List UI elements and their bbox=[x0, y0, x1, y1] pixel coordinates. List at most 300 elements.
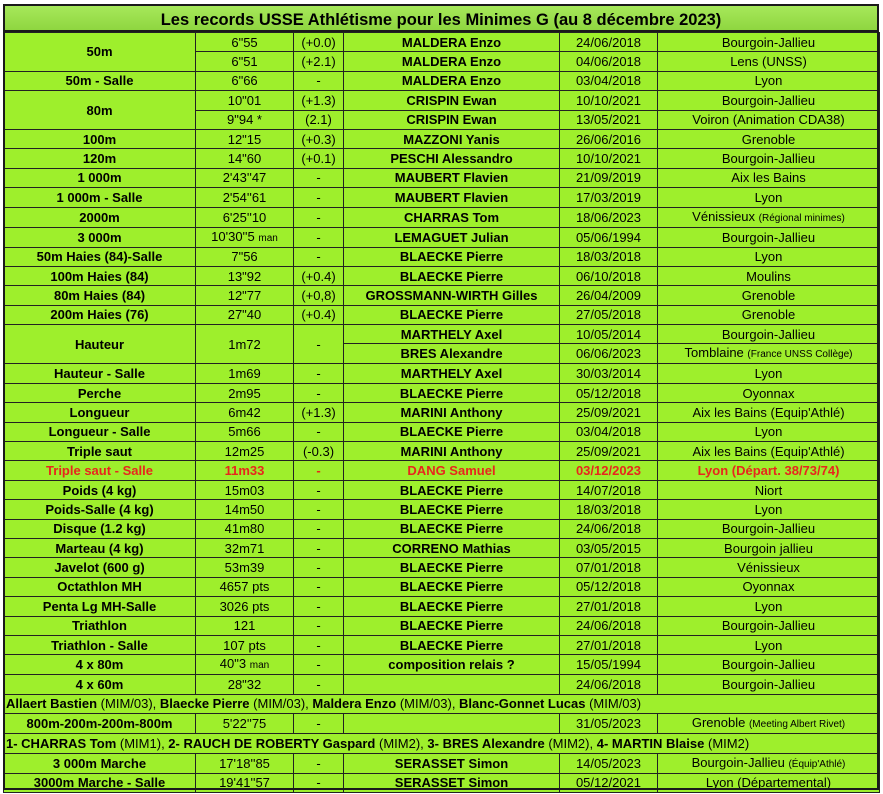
place-value: Bourgoin-Jallieu bbox=[721, 618, 816, 634]
wind-cell: (+1.3) bbox=[294, 91, 344, 110]
table-row bbox=[4, 500, 880, 519]
date-cell: 27/05/2018 bbox=[560, 305, 658, 324]
athlete-cell bbox=[344, 714, 560, 734]
place-value: Lyon bbox=[754, 424, 783, 440]
date-cell: 03/05/2015 bbox=[560, 538, 658, 557]
wind-cell: - bbox=[294, 753, 344, 773]
athlete-cell: MAZZONI Yanis bbox=[344, 129, 560, 148]
date-cell: 24/06/2018 bbox=[560, 616, 658, 635]
date-cell: 05/12/2018 bbox=[560, 383, 658, 402]
event-cell: Marteau (4 kg) bbox=[4, 538, 196, 557]
table-row bbox=[4, 266, 880, 285]
wind-cell: - bbox=[294, 558, 344, 577]
performance-cell bbox=[196, 773, 294, 792]
event-cell: Disque (1.2 kg) bbox=[4, 519, 196, 538]
table-row bbox=[4, 383, 880, 402]
sheet-title: Les records USSE Athlétisme pour les Minimes G (au 8 décembre 2023) bbox=[3, 4, 879, 32]
athlete-cell: MAUBERT Flavien bbox=[344, 168, 560, 187]
date-cell: 07/01/2018 bbox=[560, 558, 658, 577]
relay-composition-row bbox=[4, 694, 880, 713]
wind-cell: - bbox=[294, 714, 344, 734]
date-cell: 24/06/2018 bbox=[560, 33, 658, 52]
relay-member-category: (MIM/03) bbox=[253, 696, 306, 712]
place-value: Oyonnax bbox=[742, 579, 795, 595]
wind-cell: - bbox=[294, 168, 344, 187]
performance-cell bbox=[196, 149, 294, 168]
event-cell: Javelot (600 g) bbox=[4, 558, 196, 577]
athlete-cell: BLAECKE Pierre bbox=[344, 383, 560, 402]
table-row bbox=[4, 714, 880, 734]
athlete-cell: LEMAGUET Julian bbox=[344, 227, 560, 247]
date-cell: 25/09/2021 bbox=[560, 403, 658, 422]
performance-value: 15m03 bbox=[224, 482, 265, 498]
performance-value: 5'22''75 bbox=[222, 716, 267, 732]
place-cell bbox=[658, 442, 880, 461]
date-cell: 03/12/2023 bbox=[560, 461, 658, 480]
performance-cell bbox=[196, 266, 294, 285]
date-cell: 10/05/2014 bbox=[560, 325, 658, 344]
table-row bbox=[4, 461, 880, 480]
performance-value: 6"51 bbox=[231, 54, 258, 70]
wind-cell: - bbox=[294, 675, 344, 694]
relay-member-name: Blaecke Pierre bbox=[159, 696, 250, 712]
date-cell: 04/06/2018 bbox=[560, 52, 658, 71]
place-value: Bourgoin-Jallieu bbox=[721, 151, 816, 167]
performance-cell bbox=[196, 538, 294, 557]
event-cell: 1 000m bbox=[4, 168, 196, 187]
wind-cell: - bbox=[294, 247, 344, 266]
date-cell: 18/06/2023 bbox=[560, 207, 658, 227]
performance-value: 14"60 bbox=[227, 151, 262, 167]
place-value: Grenoble bbox=[691, 715, 746, 731]
table-row bbox=[4, 33, 880, 52]
table-row bbox=[4, 207, 880, 227]
wind-cell: (+0.4) bbox=[294, 266, 344, 285]
event-cell: Hauteur - Salle bbox=[4, 364, 196, 383]
performance-cell bbox=[196, 500, 294, 519]
event-cell: 50m - Salle bbox=[4, 71, 196, 90]
athlete-cell bbox=[344, 675, 560, 694]
event-cell: Longueur bbox=[4, 403, 196, 422]
date-cell: 13/05/2021 bbox=[560, 110, 658, 129]
place-value: Bourgoin-Jallieu bbox=[691, 754, 785, 770]
performance-cell bbox=[196, 325, 294, 364]
relay-member-category: (MIM2) bbox=[379, 735, 421, 751]
place-value: Lyon bbox=[754, 73, 783, 89]
performance-cell bbox=[196, 91, 294, 110]
table-row bbox=[4, 422, 880, 441]
performance-cell bbox=[196, 247, 294, 266]
place-value: Lyon (Départ. 38/73/74) bbox=[697, 463, 840, 479]
place-value: Oyonnax bbox=[742, 385, 795, 401]
wind-cell: - bbox=[294, 71, 344, 90]
wind-cell: (-0.3) bbox=[294, 442, 344, 461]
relay-composition-cell: 1- CHARRAS Tom (MIM1), 2- RAUCH DE ROBERTY Gaspard (MIM2), 3- BRES Alexandre (MIM2), 4- MARTIN Blaise (MIM2) bbox=[4, 734, 880, 753]
event-cell: 3 000m bbox=[4, 227, 196, 247]
wind-cell: - bbox=[294, 635, 344, 654]
performance-value: 1m72 bbox=[228, 336, 261, 352]
performance-cell bbox=[196, 616, 294, 635]
event-cell: Poids (4 kg) bbox=[4, 480, 196, 499]
place-cell bbox=[658, 207, 880, 227]
wind-cell: - bbox=[294, 325, 344, 364]
place-cell bbox=[658, 422, 880, 441]
performance-cell bbox=[196, 364, 294, 383]
athlete-cell: MALDERA Enzo bbox=[344, 71, 560, 90]
event-cell: Triathlon - Salle bbox=[4, 635, 196, 654]
event-cell: 100m bbox=[4, 129, 196, 148]
wind-cell: (+0.3) bbox=[294, 129, 344, 148]
place-value: Lyon bbox=[754, 598, 783, 614]
date-cell: 17/03/2019 bbox=[560, 188, 658, 207]
performance-cell bbox=[196, 305, 294, 324]
athlete-cell: BLAECKE Pierre bbox=[344, 247, 560, 266]
place-cell bbox=[658, 461, 880, 480]
wind-cell: - bbox=[294, 207, 344, 227]
relay-member-name: 3- BRES Alexandre bbox=[427, 735, 545, 751]
place-value: Lyon bbox=[754, 637, 783, 653]
relay-member-name: 1- CHARRAS Tom bbox=[6, 735, 117, 751]
place-cell bbox=[658, 655, 880, 675]
wind-cell: (2.1) bbox=[294, 110, 344, 129]
athlete-cell: MARINI Anthony bbox=[344, 442, 560, 461]
table-row bbox=[4, 129, 880, 148]
place-note: (Équip'Athlé) bbox=[788, 758, 846, 770]
table-row bbox=[4, 480, 880, 499]
relay-member-category: (MIM/03) bbox=[399, 696, 452, 712]
wind-cell: (+0.4) bbox=[294, 305, 344, 324]
place-value: Lyon bbox=[754, 366, 783, 382]
performance-cell bbox=[196, 675, 294, 694]
wind-cell: - bbox=[294, 538, 344, 557]
place-cell bbox=[658, 597, 880, 616]
performance-cell bbox=[196, 461, 294, 480]
performance-value: 9"94 * bbox=[227, 112, 262, 128]
table-row bbox=[4, 675, 880, 694]
records-sheet bbox=[3, 4, 879, 793]
table-row bbox=[4, 325, 880, 344]
performance-value: 13"92 bbox=[227, 268, 262, 284]
wind-cell: - bbox=[294, 616, 344, 635]
place-cell bbox=[658, 110, 880, 129]
wind-cell: - bbox=[294, 480, 344, 499]
date-cell: 15/05/1994 bbox=[560, 655, 658, 675]
wind-cell: (+1.3) bbox=[294, 403, 344, 422]
performance-cell bbox=[196, 110, 294, 129]
place-value: Bourgoin-Jallieu bbox=[721, 521, 816, 537]
place-cell bbox=[658, 71, 880, 90]
place-cell bbox=[658, 773, 880, 792]
athlete-cell: CRISPIN Ewan bbox=[344, 91, 560, 110]
event-cell: 1 000m - Salle bbox=[4, 188, 196, 207]
performance-value: 4657 pts bbox=[219, 579, 270, 595]
place-value: Niort bbox=[754, 482, 783, 498]
performance-cell bbox=[196, 227, 294, 247]
performance-cell bbox=[196, 442, 294, 461]
wind-cell: (+0,8) bbox=[294, 286, 344, 305]
performance-value: 10"01 bbox=[227, 92, 262, 108]
athlete-cell: MARINI Anthony bbox=[344, 403, 560, 422]
wind-cell: (+0.1) bbox=[294, 149, 344, 168]
performance-value: 107 pts bbox=[223, 637, 266, 653]
performance-value: 14m50 bbox=[224, 501, 265, 517]
place-cell bbox=[658, 753, 880, 773]
performance-value: 19'41''57 bbox=[219, 775, 270, 791]
performance-value: 2'43''47 bbox=[222, 170, 267, 186]
performance-value: 10'30''5 bbox=[211, 228, 255, 244]
relay-composition-cell: Allaert Bastien (MIM/03), Blaecke Pierre (MIM/03), Maldera Enzo (MIM/03), Blanc-Gonnet Lucas (MIM/03) bbox=[4, 694, 880, 713]
table-row bbox=[4, 305, 880, 324]
performance-value: 2m95 bbox=[228, 385, 261, 401]
date-cell: 05/12/2018 bbox=[560, 577, 658, 596]
athlete-cell: MAUBERT Flavien bbox=[344, 188, 560, 207]
athlete-cell: BLAECKE Pierre bbox=[344, 500, 560, 519]
performance-cell bbox=[196, 558, 294, 577]
performance-cell bbox=[196, 519, 294, 538]
wind-cell: - bbox=[294, 227, 344, 247]
date-cell: 06/10/2018 bbox=[560, 266, 658, 285]
date-cell: 25/09/2021 bbox=[560, 442, 658, 461]
place-value: Grenoble bbox=[741, 131, 796, 147]
place-cell bbox=[658, 480, 880, 499]
wind-cell: - bbox=[294, 500, 344, 519]
relay-member-name: Allaert Bastien bbox=[6, 696, 98, 712]
event-cell: 50m Haies (84)-Salle bbox=[4, 247, 196, 266]
event-cell: 4 x 80m bbox=[4, 655, 196, 675]
date-cell: 24/06/2018 bbox=[560, 675, 658, 694]
table-row bbox=[4, 71, 880, 90]
place-value: Aix les Bains (Equip'Athlé) bbox=[692, 404, 845, 420]
event-cell: 200m Haies (76) bbox=[4, 305, 196, 324]
athlete-cell: SERASSET Simon bbox=[344, 773, 560, 792]
performance-cell bbox=[196, 422, 294, 441]
place-cell bbox=[658, 714, 880, 734]
place-value: Grenoble bbox=[741, 307, 796, 323]
place-value: Bourgoin-Jallieu bbox=[721, 657, 816, 673]
place-value: Tomblaine bbox=[684, 345, 744, 361]
table-row bbox=[4, 655, 880, 675]
performance-cell bbox=[196, 753, 294, 773]
athlete-cell: MARTHELY Axel bbox=[344, 364, 560, 383]
relay-member-category: (MIM2) bbox=[707, 735, 750, 751]
performance-cell bbox=[196, 129, 294, 148]
table-row bbox=[4, 442, 880, 461]
date-cell: 27/01/2018 bbox=[560, 635, 658, 654]
place-cell bbox=[658, 635, 880, 654]
performance-value: 32m71 bbox=[224, 540, 265, 556]
athlete-cell: MALDERA Enzo bbox=[344, 52, 560, 71]
wind-cell: - bbox=[294, 364, 344, 383]
place-cell bbox=[658, 577, 880, 596]
event-cell: Hauteur bbox=[4, 325, 196, 364]
date-cell: 31/05/2023 bbox=[560, 714, 658, 734]
place-cell bbox=[658, 33, 880, 52]
date-cell: 27/01/2018 bbox=[560, 597, 658, 616]
performance-cell bbox=[196, 480, 294, 499]
table-row bbox=[4, 149, 880, 168]
performance-cell bbox=[196, 714, 294, 734]
date-cell: 06/06/2023 bbox=[560, 344, 658, 364]
performance-cell bbox=[196, 655, 294, 675]
wind-cell: - bbox=[294, 461, 344, 480]
table-row bbox=[4, 616, 880, 635]
place-cell bbox=[658, 129, 880, 148]
performance-value: 3026 pts bbox=[219, 598, 270, 614]
performance-value: 12"15 bbox=[227, 131, 262, 147]
performance-value: 53m39 bbox=[224, 560, 265, 576]
wind-cell: (+2.1) bbox=[294, 52, 344, 71]
event-cell: 3000m Marche - Salle bbox=[4, 773, 196, 792]
place-cell bbox=[658, 383, 880, 402]
place-cell bbox=[658, 616, 880, 635]
wind-cell: - bbox=[294, 597, 344, 616]
table-row bbox=[4, 753, 880, 773]
performance-cell bbox=[196, 168, 294, 187]
performance-value: 6"55 bbox=[231, 34, 258, 50]
table-row bbox=[4, 519, 880, 538]
place-value: Lyon bbox=[754, 501, 783, 517]
wind-cell: (+0.0) bbox=[294, 33, 344, 52]
athlete-cell: BLAECKE Pierre bbox=[344, 577, 560, 596]
wind-cell: - bbox=[294, 422, 344, 441]
date-cell: 03/04/2018 bbox=[560, 71, 658, 90]
table-row bbox=[4, 364, 880, 383]
event-cell: Triathlon bbox=[4, 616, 196, 635]
athlete-cell: composition relais ? bbox=[344, 655, 560, 675]
performance-cell bbox=[196, 383, 294, 402]
wind-cell: - bbox=[294, 519, 344, 538]
performance-value: 5m66 bbox=[228, 424, 261, 440]
athlete-cell: BLAECKE Pierre bbox=[344, 616, 560, 635]
relay-member-name: Maldera Enzo bbox=[312, 696, 397, 712]
athlete-cell: CRISPIN Ewan bbox=[344, 110, 560, 129]
athlete-cell: BLAECKE Pierre bbox=[344, 558, 560, 577]
table-row bbox=[4, 538, 880, 557]
date-cell: 21/09/2019 bbox=[560, 168, 658, 187]
date-cell: 26/04/2009 bbox=[560, 286, 658, 305]
event-cell: Poids-Salle (4 kg) bbox=[4, 500, 196, 519]
relay-member-category: (MIM1) bbox=[119, 735, 162, 751]
place-value: Vénissieux bbox=[737, 560, 800, 576]
wind-cell: - bbox=[294, 188, 344, 207]
place-cell bbox=[658, 305, 880, 324]
place-value: Bourgoin jallieu bbox=[724, 540, 813, 556]
date-cell: 26/06/2016 bbox=[560, 129, 658, 148]
athlete-cell: BRES Alexandre bbox=[344, 344, 560, 364]
athlete-cell: GROSSMANN-WIRTH Gilles bbox=[344, 286, 560, 305]
place-cell bbox=[658, 675, 880, 694]
place-cell bbox=[658, 519, 880, 538]
relay-member-category: (MIM2) bbox=[548, 735, 590, 751]
event-cell: Perche bbox=[4, 383, 196, 402]
wind-cell: - bbox=[294, 773, 344, 792]
performance-value: 11m33 bbox=[224, 463, 265, 479]
table-row bbox=[4, 597, 880, 616]
place-cell bbox=[658, 344, 880, 364]
performance-value: 12"77 bbox=[227, 287, 262, 303]
place-cell bbox=[658, 227, 880, 247]
place-cell bbox=[658, 500, 880, 519]
athlete-cell: BLAECKE Pierre bbox=[344, 597, 560, 616]
event-cell: Longueur - Salle bbox=[4, 422, 196, 441]
place-value: Aix les Bains (Equip'Athlé) bbox=[692, 443, 845, 459]
performance-value: 7"56 bbox=[231, 249, 258, 265]
date-cell: 05/06/1994 bbox=[560, 227, 658, 247]
performance-value: 6"66 bbox=[231, 73, 258, 89]
date-cell: 14/07/2018 bbox=[560, 480, 658, 499]
athlete-cell: BLAECKE Pierre bbox=[344, 305, 560, 324]
event-cell: 80m Haies (84) bbox=[4, 286, 196, 305]
event-cell: 3 000m Marche bbox=[4, 753, 196, 773]
place-cell bbox=[658, 247, 880, 266]
event-cell: 100m Haies (84) bbox=[4, 266, 196, 285]
place-value: Aix les Bains bbox=[731, 170, 806, 186]
place-cell bbox=[658, 325, 880, 344]
performance-value: 2'54''61 bbox=[222, 189, 267, 205]
date-cell: 05/12/2021 bbox=[560, 773, 658, 792]
place-value: Bourgoin-Jallieu bbox=[721, 326, 816, 342]
athlete-cell: BLAECKE Pierre bbox=[344, 266, 560, 285]
table-row bbox=[4, 247, 880, 266]
place-cell bbox=[658, 558, 880, 577]
place-value: Lens (UNSS) bbox=[730, 54, 807, 70]
place-value: Moulins bbox=[746, 268, 791, 284]
performance-cell bbox=[196, 71, 294, 90]
table-row bbox=[4, 773, 880, 792]
table-row bbox=[4, 558, 880, 577]
date-cell: 18/03/2018 bbox=[560, 247, 658, 266]
performance-value: 27"40 bbox=[227, 307, 262, 323]
place-cell bbox=[658, 364, 880, 383]
place-note: (Régional minimes) bbox=[758, 212, 845, 224]
date-cell: 24/06/2018 bbox=[560, 519, 658, 538]
athlete-cell: BLAECKE Pierre bbox=[344, 635, 560, 654]
place-value: Lyon bbox=[754, 249, 783, 265]
performance-value: 1m69 bbox=[228, 366, 261, 382]
place-value: Grenoble bbox=[741, 287, 796, 303]
place-value: Lyon bbox=[754, 189, 783, 205]
athlete-cell: BLAECKE Pierre bbox=[344, 519, 560, 538]
event-cell: 2000m bbox=[4, 207, 196, 227]
date-cell: 03/04/2018 bbox=[560, 422, 658, 441]
athlete-cell: CHARRAS Tom bbox=[344, 207, 560, 227]
performance-cell bbox=[196, 33, 294, 52]
event-cell: Penta Lg MH-Salle bbox=[4, 597, 196, 616]
performance-cell bbox=[196, 635, 294, 654]
date-cell: 18/03/2018 bbox=[560, 500, 658, 519]
athlete-cell: SERASSET Simon bbox=[344, 753, 560, 773]
athlete-cell: PESCHI Alessandro bbox=[344, 149, 560, 168]
wind-cell: - bbox=[294, 577, 344, 596]
event-cell: 800m-200m-200m-800m bbox=[4, 714, 196, 734]
records-table bbox=[3, 32, 880, 793]
table-row bbox=[4, 403, 880, 422]
athlete-cell: MALDERA Enzo bbox=[344, 33, 560, 52]
place-value: Vénissieux bbox=[692, 208, 756, 224]
place-cell bbox=[658, 91, 880, 110]
performance-cell bbox=[196, 403, 294, 422]
performance-cell bbox=[196, 52, 294, 71]
place-cell bbox=[658, 149, 880, 168]
place-value: Lyon (Départemental) bbox=[705, 775, 832, 791]
table-row bbox=[4, 168, 880, 187]
athlete-cell: BLAECKE Pierre bbox=[344, 480, 560, 499]
place-cell bbox=[658, 52, 880, 71]
relay-composition-row bbox=[4, 734, 880, 753]
place-cell bbox=[658, 286, 880, 305]
date-cell: 10/10/2021 bbox=[560, 149, 658, 168]
table-row bbox=[4, 91, 880, 110]
